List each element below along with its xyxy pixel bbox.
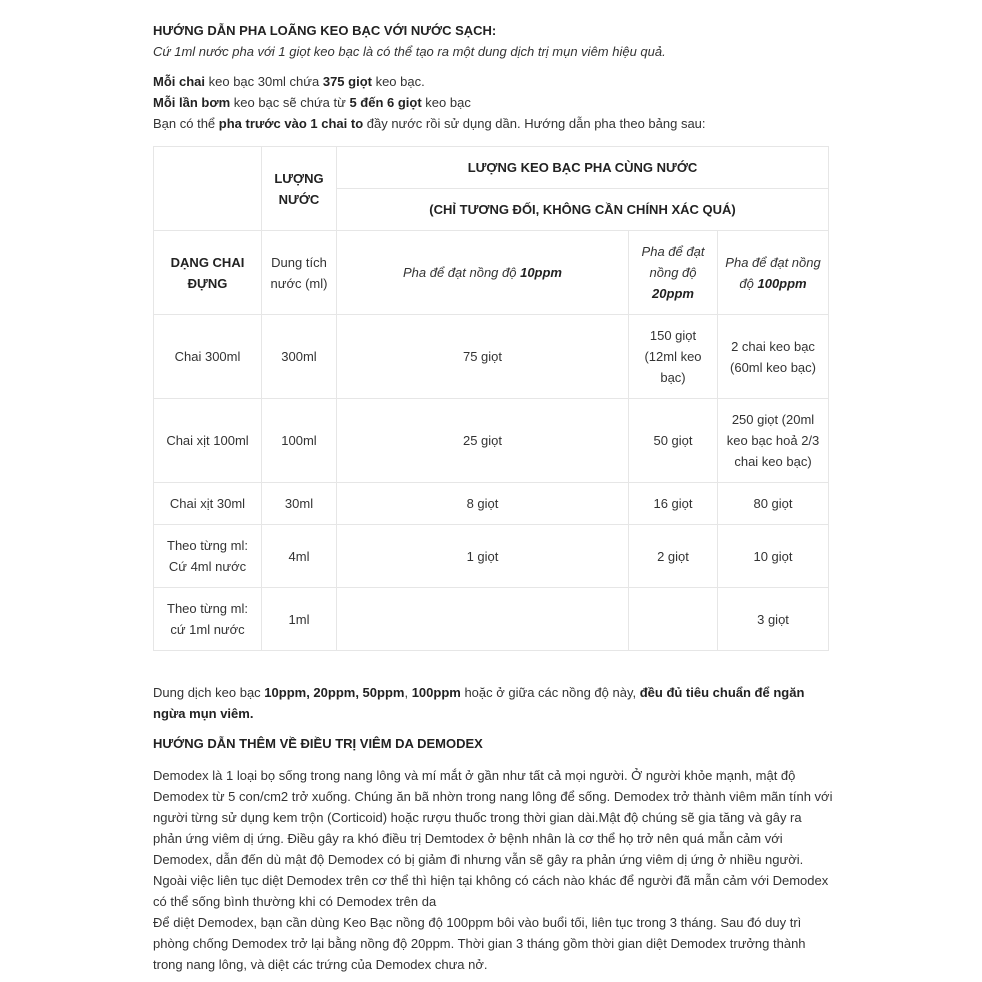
table-row: [154, 525, 829, 588]
ppm10-cell: 75 giọt: [337, 315, 629, 399]
bottle-type-header: DẠNG CHAI ĐỰNG: [154, 231, 262, 315]
silver-amount-header: LƯỢNG KEO BẠC PHA CÙNG NƯỚC: [337, 147, 829, 189]
main-heading: HƯỚNG DẪN PHA LOÃNG KEO BẠC VỚI NƯỚC SẠCH:: [153, 23, 497, 38]
demodex-section: [153, 682, 833, 975]
ppm10-cell: 8 giọt: [337, 483, 629, 525]
volume-cell: 30ml: [262, 483, 337, 525]
demodex-paragraph-1: Demodex là 1 loại bọ sống trong nang lông và mí mắt ở gần như tất cả mọi người. Ở người khỏe mạnh, mật độ Demodex từ 5 con/cm2 trở xuống. Chúng ăn bã nhờn trong nang lông để sống. Demodex trở thành viêm mãn tính với người từng sử dụng kem trộn (Corticoid) hoặc rượu thuốc trong thời gian dài.Mật độ chúng sẽ gia tăng và gây ra phản ứng viêm dị ứng. Điều gây ra khó điều trị Demtodex ở bệnh nhân là cơ thể họ trở nên quá mẫn cảm với Demodex, dẫn đến dù mật độ Demodex có bị giảm đi nhưng vẫn sẽ gây ra phản ứng viêm dị ứng ở nhiều người.: [153, 768, 833, 867]
table-row: [154, 399, 829, 483]
ppm10-cell: 1 giọt: [337, 525, 629, 588]
ppm100-cell: 250 giọt (20ml keo bạc hoả 2/3 chai keo bạc): [718, 399, 829, 483]
table-row: [154, 315, 829, 399]
ppm10-cell: [337, 588, 629, 651]
empty-header-cell: [154, 147, 262, 231]
bottle-type-cell: Theo từng ml: cứ 1ml nước: [154, 588, 262, 651]
intro-text: Cứ 1ml nước pha với 1 giọt keo bạc là có thể tạo ra một dung dịch trị mụn viêm hiệu quả.: [153, 44, 666, 59]
table-row: [154, 588, 829, 651]
table-subheader-row: [154, 231, 829, 315]
water-amount-header: LƯỢNG NƯỚC: [262, 147, 337, 231]
bottle-drops-line: Mỗi chai keo bạc 30ml chứa 375 giọt keo bạc.: [153, 74, 425, 89]
ppm20-cell: [629, 588, 718, 651]
volume-cell: 1ml: [262, 588, 337, 651]
volume-cell: 100ml: [262, 399, 337, 483]
intro-section: [153, 20, 833, 134]
ppm20-cell: 16 giọt: [629, 483, 718, 525]
approximate-note-header: (CHỈ TƯƠNG ĐỐI, KHÔNG CẦN CHÍNH XÁC QUÁ): [337, 189, 829, 231]
ppm100-cell: 80 giọt: [718, 483, 829, 525]
premix-line: Bạn có thể pha trước vào 1 chai to đầy nước rồi sử dụng dần. Hướng dẫn pha theo bảng sau:: [153, 116, 706, 131]
ppm10-header: Pha để đạt nồng độ 10ppm: [337, 231, 629, 315]
ppm20-cell: 2 giọt: [629, 525, 718, 588]
table-header-row: [154, 147, 829, 189]
bottle-type-cell: Chai xịt 30ml: [154, 483, 262, 525]
volume-cell: 4ml: [262, 525, 337, 588]
dilution-table: [153, 146, 829, 651]
demodex-paragraph-2: Ngoài việc liên tục diệt Demodex trên cơ thể thì hiện tại không có cách nào khác để người đã mẫn cảm với Demodex có thể sống bình thường khi có Demodex trên da: [153, 873, 829, 909]
volume-header: Dung tích nước (ml): [262, 231, 337, 315]
ppm100-cell: 2 chai keo bạc (60ml keo bạc): [718, 315, 829, 399]
summary-text: Dung dịch keo bạc 10ppm, 20ppm, 50ppm, 100ppm hoặc ở giữa các nồng độ này, đều đủ tiêu chuẩn để ngăn ngừa mụn viêm.: [153, 685, 805, 721]
table-row: [154, 483, 829, 525]
ppm20-header: Pha để đạt nồng độ 20ppm: [629, 231, 718, 315]
bottle-type-cell: Chai 300ml: [154, 315, 262, 399]
ppm100-cell: 10 giọt: [718, 525, 829, 588]
volume-cell: 300ml: [262, 315, 337, 399]
demodex-heading: HƯỚNG DẪN THÊM VỀ ĐIỀU TRỊ VIÊM DA DEMODEX: [153, 736, 483, 751]
bottle-type-cell: Chai xịt 100ml: [154, 399, 262, 483]
demodex-paragraph-3: Để diệt Demodex, bạn cần dùng Keo Bạc nồng độ 100ppm bôi vào buổi tối, liên tục trong 3 tháng. Sau đó duy trì phòng chống Demodex trở lại bằng nồng độ 20ppm. Thời gian 3 tháng gồm thời gian diệt Demodex trưởng thành trong nang lông, và diệt các trứng của Demodex chưa nở.: [153, 915, 806, 972]
ppm10-cell: 25 giọt: [337, 399, 629, 483]
pump-drops-line: Mỗi lần bơm keo bạc sẽ chứa từ 5 đến 6 giọt keo bạc: [153, 95, 471, 110]
ppm20-cell: 150 giọt (12ml keo bạc): [629, 315, 718, 399]
bottle-type-cell: Theo từng ml: Cứ 4ml nước: [154, 525, 262, 588]
ppm20-cell: 50 giọt: [629, 399, 718, 483]
ppm100-cell: 3 giọt: [718, 588, 829, 651]
ppm100-header: Pha để đạt nồng độ 100ppm: [718, 231, 829, 315]
